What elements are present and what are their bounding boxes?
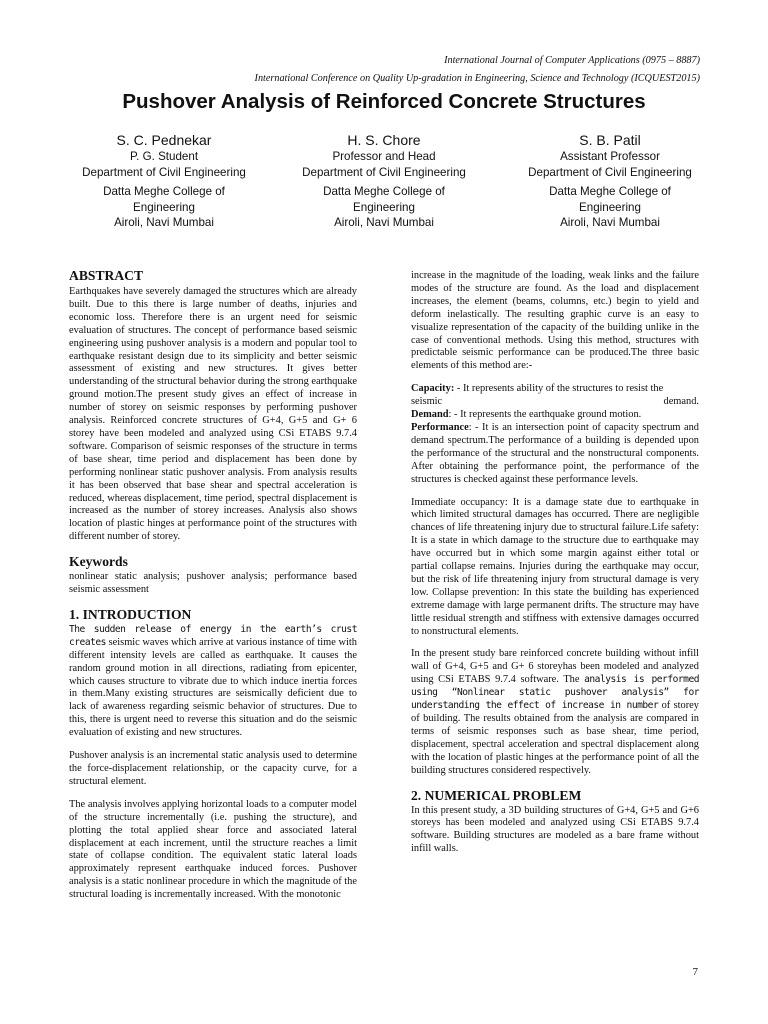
- author-name: S. C. Pednekar: [116, 132, 212, 148]
- left-column: [69, 268, 357, 902]
- demand-label: Demand: [411, 409, 449, 421]
- performance-text: : - It is an intersection point of capacity spectrum and demand spectrum.The performance of a building is depended upon the performance of the structural and the nonstructural components. After obtaining the performance point, the performance of the structures is checked against these performance levels.: [411, 421, 699, 485]
- author-position: Professor and Head: [332, 150, 436, 163]
- author-position: Assistant Professor: [560, 150, 660, 163]
- demand-definition: [411, 409, 699, 422]
- capacity-definition-cont: [411, 396, 699, 409]
- abstract-heading: ABSTRACT: [69, 268, 144, 283]
- pushover-definition-paragraph: Pushover analysis is an incremental static analysis used to determine the force-displacement relationship, or the capacity curve, for a structural element.: [69, 750, 357, 787]
- author-department: Department of Civil Engineering: [528, 165, 692, 179]
- capacity-word: seismic: [411, 396, 443, 408]
- numerical-problem-heading: 2. NUMERICAL PROBLEM: [411, 787, 582, 803]
- author-location: Airoli, Navi Mumbai: [560, 216, 660, 229]
- performance-levels-paragraph: Immediate occupancy: It is a damage state due to earthquake in which limited structural damages has occurred. There are negligible chances of life threatening injury due to structural failure.Life safety: It is a state in which damage to the structure due to earthquake may have occurred but in which some margin against either total or partial collapse remains. Injuries during the earthquake may occur, but the risk of life threatening injury from structural damage is very low. Collapse prevention: In this state the building has experienced extreme damage with large permanent drifts. The structure may have little residual strength and stiffness with extensive damages occurred to nonstructural elements.: [411, 496, 699, 637]
- author-college-cont: Engineering: [579, 200, 641, 214]
- present-study-text-cont: of storey of building. The results obtained from the analysis are compared in terms of seismic responses such as base shear, time period, displacement, spectral acceleration and spectral displacement along with the location of plastic hinges at the performance point of all the building structures considered respectively.: [411, 700, 699, 776]
- performance-label: Performance: [411, 421, 469, 433]
- author-block: [269, 131, 499, 231]
- paper-title: Pushover Analysis of Reinforced Concrete Structures: [122, 90, 646, 113]
- present-study-paragraph: [411, 648, 699, 777]
- introduction-paragraph: [69, 624, 357, 740]
- keywords-text: nonlinear static analysis; pushover analysis; performance based seismic assessment: [69, 571, 357, 596]
- introduction-paragraph-rest: seismic waves which arrive at various instance of time with different intensity levels are called as earthquake. It causes the random ground motion in all directions, radiating from epicenter, which causes structure to vibrate due to which induce inertia forces in them.Many existing structures are seismically deficient due to lack of awareness regarding seismic behavior of structures. Due to this, there is urgent need to reverse this situation and do the seismic evaluation of existing and new structures.: [69, 636, 358, 739]
- author-location: Airoli, Navi Mumbai: [334, 216, 434, 229]
- author-college: Datta Meghe College of: [103, 185, 225, 198]
- right-column: [411, 270, 699, 856]
- page-number: 7: [692, 966, 698, 978]
- continuation-paragraph: increase in the magnitude of the loading, weak links and the failure modes of the structure are found. As the load and displacement increases, the element (beams, columns, etc.) begin to yield and deform inelastically. The resulting graphic curve is an easy to visualize representation of the capacity of the building unlike in the case of conventional methods. Using this method, structures with predictable seismic performance can be produced.The three basic elements of this method are:-: [411, 270, 699, 372]
- numerical-problem-text: In this present study, a 3D building structures of G+4, G+5 and G+6 storeys has been modeled and analyzed using CSi ETABS 9.7.4 software. Building structures are modeled as a bare frame without infill walls.: [411, 804, 699, 855]
- author-name: S. B. Patil: [579, 132, 641, 148]
- introduction-heading: 1. INTRODUCTION: [69, 606, 192, 622]
- author-position: P. G. Student: [129, 150, 199, 163]
- author-college: Datta Meghe College of: [323, 185, 445, 198]
- author-department: Department of Civil Engineering: [82, 165, 246, 179]
- keywords-heading: Keywords: [69, 554, 128, 570]
- author-block: [495, 131, 725, 231]
- author-block: [49, 131, 279, 231]
- capacity-definition: [411, 383, 699, 396]
- capacity-word: demand.: [663, 396, 699, 408]
- introduction-lead-line: The sudden release of energy in the earth’s crust creates: [69, 623, 357, 648]
- author-name: H. S. Chore: [347, 132, 421, 148]
- journal-header: International Journal of Computer Applications (0975 – 8887): [444, 55, 700, 66]
- performance-definition: [411, 422, 699, 487]
- author-college: Datta Meghe College of: [549, 185, 671, 198]
- analysis-procedure-paragraph: The analysis involves applying horizontal loads to a computer model of the structure incrementally (i.e. pushing the structure), and plotting the total applied shear force and associated lateral displacement at each increment, until the structure reaches a limit state of collapse condition. The equivalent static lateral loads approximately represent earthquake induced forces. Pushover analysis is a static nonlinear procedure in which the magnitude of the structural loading is incrementally increased. With the monotonic: [69, 798, 357, 901]
- demand-text: : - It represents the earthquake ground motion.: [448, 409, 642, 421]
- capacity-text: - It represents ability of the structures to resist the: [454, 383, 664, 395]
- present-study-mono-text: analysis is performed using “Nonlinear static pushover analysis” for understanding the effect of increase in number: [411, 674, 699, 712]
- author-department: Department of Civil Engineering: [302, 165, 466, 179]
- capacity-label: Capacity:: [411, 383, 455, 395]
- author-location: Airoli, Navi Mumbai: [114, 216, 214, 229]
- present-study-text: In the present study bare reinforced concrete building without infill wall of G+4, G+5 and G+ 6 storeyhas been modeled and analyzed using CSi ETABS 9.7.4 software. The: [411, 648, 699, 686]
- abstract-text: Earthquakes have severely damaged the structures which are already built. Due to this there is large number of deaths, injuries and economic loss. Therefore there is an urgent need for seismic evaluation of structures. The concept of performance based seismic engineering using pushover analysis is a modern and popular tool to earthquake resistant design due to its simplicity and better seismic assessment of existing and new structures. It gives better understanding of the structural behavior during the strong earthquake ground motion.The present study gives an effect of increase in number of storey on seismic responses by performing pushover analysis. Reinforced concrete structures of G+4, G+5 and G+ 6 storey have been modeled and analyzed using CSi ETABS 9.7.4 software. Comparison of seismic responses of the structure in terms of base shear, time period and displacement has been done by performing nonlinear static pushover analysis. From analysis results it has been observed that base shear and spectral acceleration is reduced, whereas displacement, time period, spectral displacement is increased as the number of storey increases. Analysis also shows location of plastic hinges at performance point of the structures with different number of storey.: [69, 286, 357, 543]
- author-college-cont: Engineering: [353, 200, 415, 214]
- author-college-cont: Engineering: [133, 200, 195, 214]
- conference-header: International Conference on Quality Up-gradation in Engineering, Science and Technology (ICQUEST2015): [254, 73, 700, 84]
